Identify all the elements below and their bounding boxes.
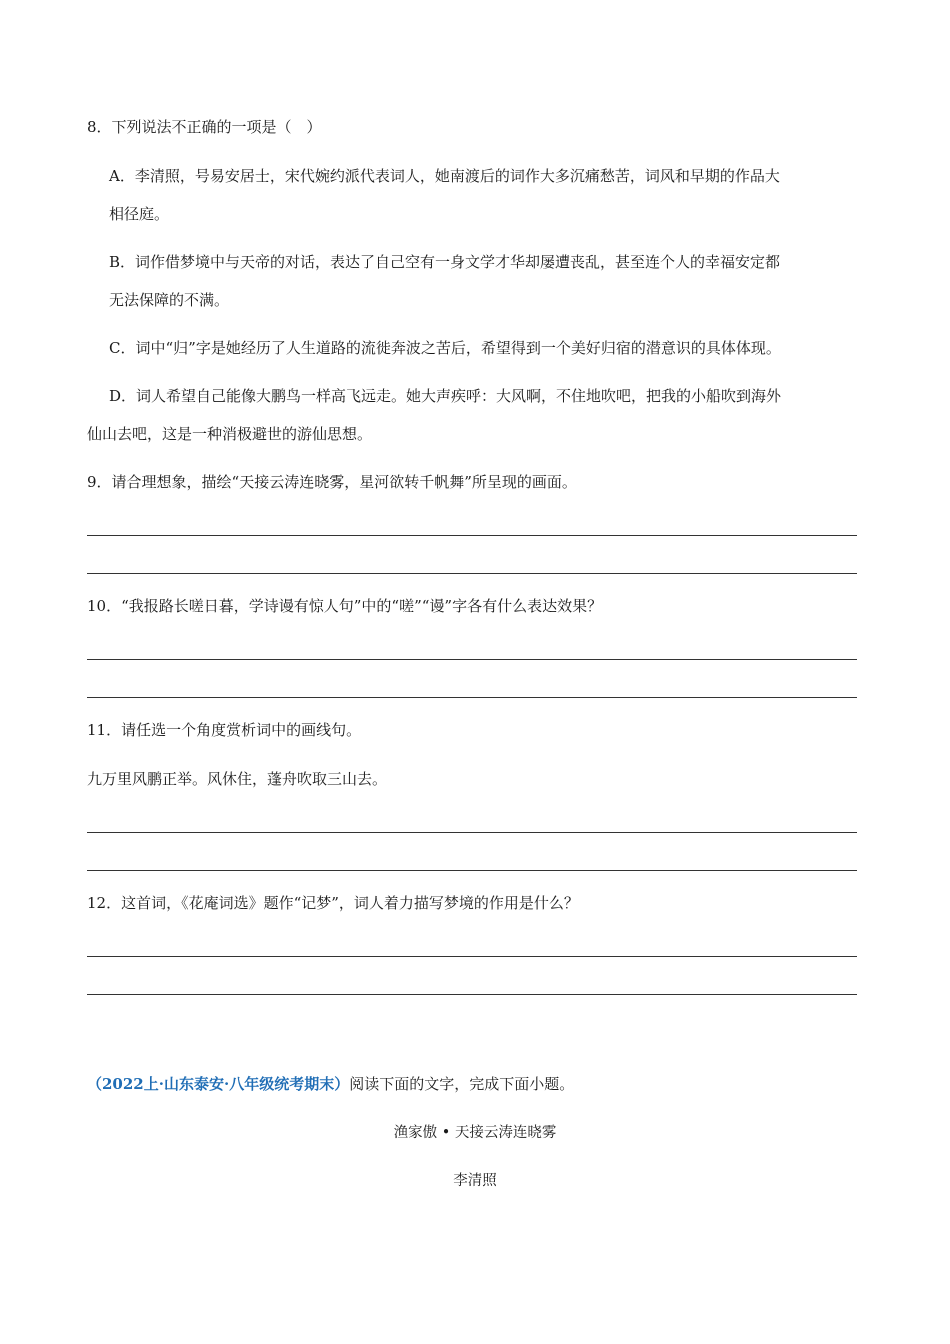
question-10-stem: 10．“我报路长嗟日暮，学诗谩有惊人句”中的“嗟”“谩”字各有什么表达效果？ (87, 597, 603, 615)
question-11-quote: 九万里风鹏正举。风休住，蓬舟吹取三山去。 (87, 770, 388, 788)
question-11-stem: 11．请任选一个角度赏析词中的画线句。 (87, 721, 362, 739)
option-b-line-1: B．词作借梦境中与天帝的对话，表达了自己空有一身文学才华却屡遭丧乱，甚至连个人的幸福安定都 (109, 253, 781, 271)
question-8-stem: 8．下列说法不正确的一项是（ ） (87, 118, 322, 136)
option-d-line-1: D．词人希望自己能像大鹏鸟一样高飞远走。她大声疾呼：大风啊，不住地吹吧，把我的小船吹到海外 (109, 387, 782, 405)
option-c-line-1: C．词中“归”字是她经历了人生道路的流徙奔波之苦后，希望得到一个美好归宿的潜意识的具体体现。 (109, 339, 781, 357)
reading-intro (87, 1073, 574, 1095)
answer-line (87, 573, 857, 574)
question-12-stem: 12．这首词，《花庵词选》题作“记梦”，词人着力描写梦境的作用是什么？ (87, 894, 579, 912)
answer-line (87, 956, 857, 957)
poem-title: 渔家傲 • 天接云涛连晓雾 (393, 1125, 557, 1141)
option-a-line-1: A．李清照，号易安居士，宋代婉约派代表词人，她南渡后的词作大多沉痛愁苦，词风和早期的作品大 (109, 167, 780, 185)
answer-line (87, 697, 857, 698)
answer-line (87, 832, 857, 833)
answer-line (87, 994, 857, 995)
answer-line (87, 659, 857, 660)
option-a-line-2: 相径庭。 (109, 205, 170, 223)
option-b-line-2: 无法保障的不满。 (109, 291, 230, 309)
poem-author: 李清照 (453, 1173, 497, 1189)
reading-instruction: 阅读下面的文字，完成下面小题。 (349, 1075, 575, 1093)
option-d-line-2: 仙山去吧，这是一种消极避世的游仙思想。 (87, 425, 373, 443)
question-9-stem: 9．请合理想象，描绘“天接云涛连晓雾，星河欲转千帆舞”所呈现的画面。 (87, 473, 577, 491)
answer-line (87, 535, 857, 536)
answer-line (87, 870, 857, 871)
reading-source-tag: （2022上·山东泰安·八年级统考期末） (87, 1075, 350, 1093)
